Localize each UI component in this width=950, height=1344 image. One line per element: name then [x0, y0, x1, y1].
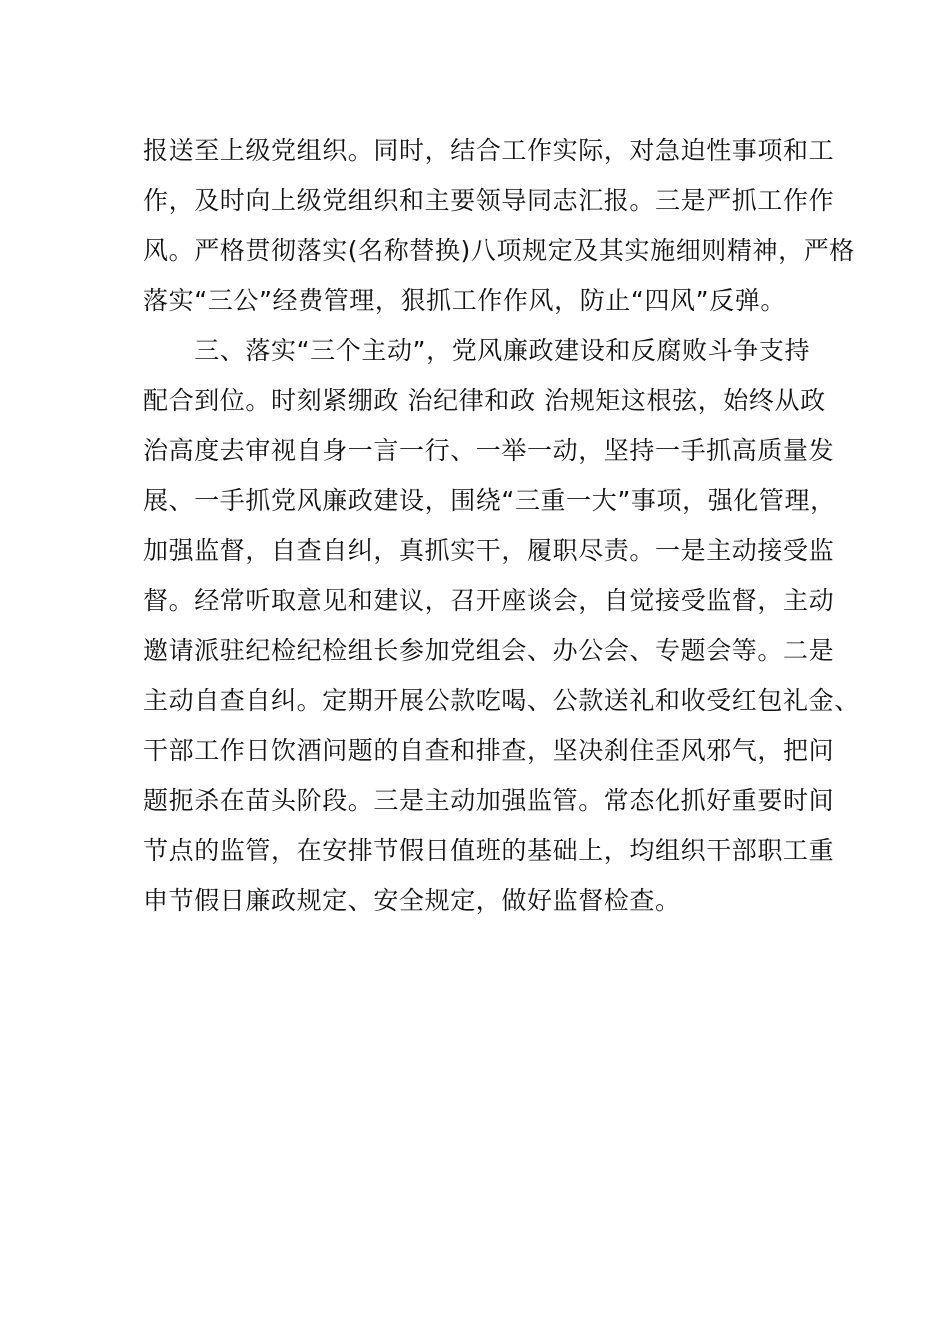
section-heading-line: 三、落实“三个主动”，党风廉政建设和反腐败斗争支持: [143, 336, 811, 365]
text-line: 展、一手抓党风廉政建设，围绕“三重一大”事项，强化管理，: [143, 486, 836, 515]
text-line: 节点的监管，在安排节假日值班的基础上，均组织干部职工重: [143, 836, 835, 865]
text-line: 治高度去审视自身一言一行、一举一动，坚持一手抓高质量发: [143, 436, 835, 465]
text-line: 作，及时向上级党组织和主要领导同志汇报。三是严抓工作作: [143, 186, 835, 215]
text-line: 加强监督，自查自纠，真抓实干，履职尽责。一是主动接受监: [143, 536, 835, 565]
text-line: 干部工作日饮酒问题的自查和排查，坚决刹住歪风邪气，把问: [143, 736, 835, 765]
text-line: 督。经常听取意见和建议，召开座谈会，自觉接受监督，主动: [143, 586, 835, 615]
text-line: 配合到位。时刻紧绷政 治纪律和政 治规矩这根弦，始终从政: [143, 386, 826, 415]
text-line: 风。严格贯彻落实(名称替换)八项规定及其实施细则精神，严格: [143, 236, 855, 265]
text-line: 题扼杀在苗头阶段。三是主动加强监管。常态化抓好重要时间: [143, 786, 835, 815]
text-line: 报送至上级党组织。同时，结合工作实际，对急迫性事项和工: [143, 136, 835, 165]
document-body: [143, 126, 860, 926]
text-line: 主动自查自纠。定期开展公款吃喝、公款送礼和收受红包礼金、: [143, 686, 860, 715]
text-line: 邀请派驻纪检纪检组长参加党组会、办公会、专题会等。二是: [143, 636, 835, 665]
text-line: 落实“三公”经费管理，狠抓工作作风，防止“四风”反弹。: [143, 286, 787, 315]
text-line: 申节假日廉政规定、安全规定，做好监督检查。: [143, 886, 681, 915]
